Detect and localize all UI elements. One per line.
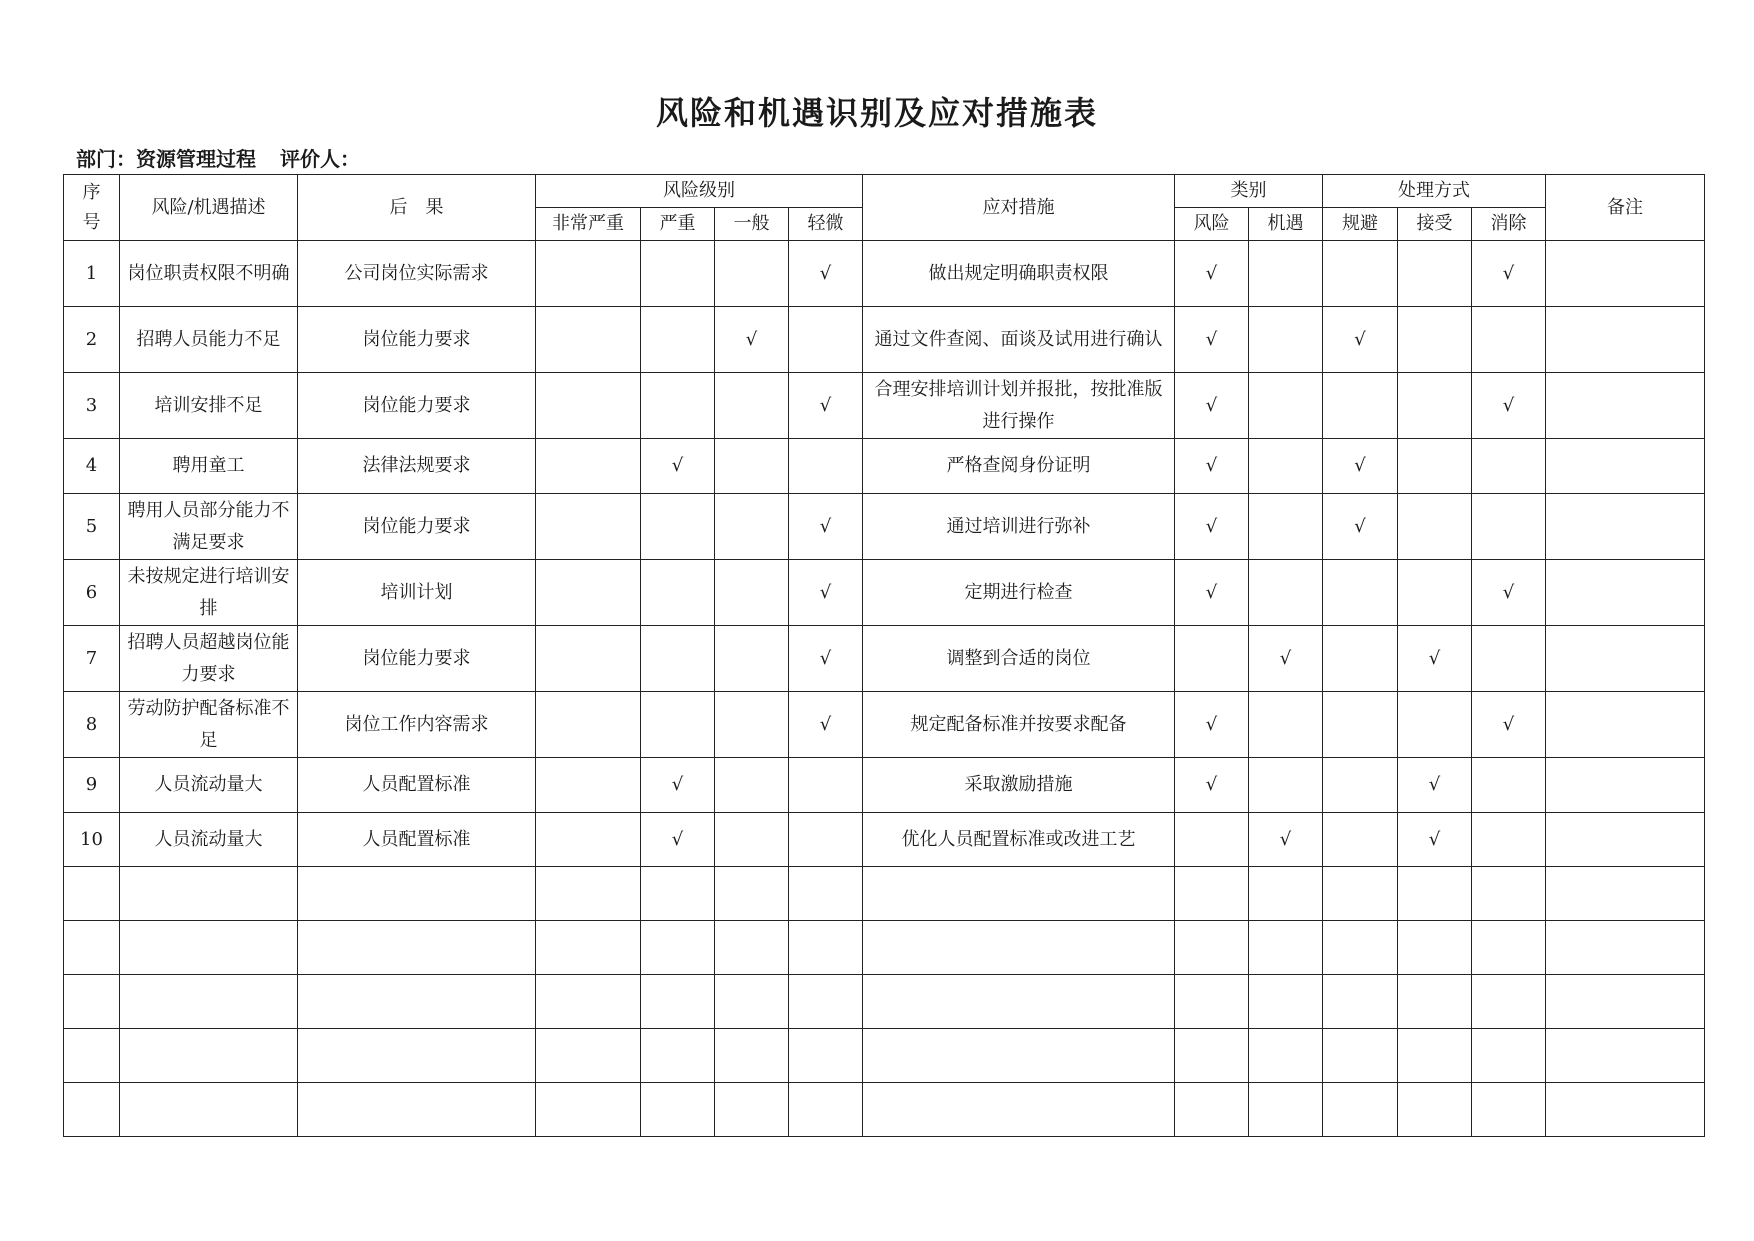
empty-cell [1175, 1029, 1249, 1083]
row-description: 招聘人员超越岗位能力要求 [120, 626, 298, 692]
row-description: 培训安排不足 [120, 373, 298, 439]
row-level-severe [641, 494, 715, 560]
check-mark-icon: √ [715, 307, 789, 373]
empty-cell [715, 867, 789, 921]
row-handling-accept [1398, 307, 1472, 373]
row-category-opportunity [1249, 307, 1323, 373]
row-description: 未按规定进行培训安排 [120, 560, 298, 626]
row-description: 人员流动量大 [120, 813, 298, 867]
row-handling-eliminate [1472, 439, 1546, 494]
empty-cell [298, 1083, 536, 1137]
empty-cell [1546, 975, 1705, 1029]
empty-cell [298, 975, 536, 1029]
empty-cell [1249, 867, 1323, 921]
empty-cell [536, 921, 641, 975]
table-row [64, 813, 1705, 867]
header-description: 风险/机遇描述 [120, 175, 298, 241]
row-description: 劳动防护配备标准不足 [120, 692, 298, 758]
empty-cell [789, 867, 863, 921]
table-row [64, 921, 1705, 975]
empty-cell [863, 1029, 1175, 1083]
empty-cell [641, 1029, 715, 1083]
check-mark-icon: √ [1323, 307, 1398, 373]
empty-cell [64, 1029, 120, 1083]
row-level-minor [789, 813, 863, 867]
empty-cell [863, 867, 1175, 921]
empty-cell [1175, 921, 1249, 975]
row-handling-avoid [1323, 241, 1398, 307]
row-category-risk [1175, 813, 1249, 867]
row-level-general [715, 560, 789, 626]
empty-cell [789, 921, 863, 975]
row-seq: 3 [64, 373, 120, 439]
empty-cell [120, 921, 298, 975]
empty-cell [789, 1083, 863, 1137]
row-level-very-severe [536, 494, 641, 560]
row-seq: 1 [64, 241, 120, 307]
row-level-minor [789, 439, 863, 494]
risk-table [63, 174, 1705, 1137]
row-level-general [715, 692, 789, 758]
header-handling-accept: 接受 [1398, 208, 1472, 241]
empty-cell [1398, 975, 1472, 1029]
row-description: 聘用童工 [120, 439, 298, 494]
empty-cell [1249, 1083, 1323, 1137]
row-measures: 通过培训进行弥补 [863, 494, 1175, 560]
empty-cell [863, 1083, 1175, 1137]
row-level-general [715, 813, 789, 867]
row-description: 人员流动量大 [120, 758, 298, 813]
empty-cell [1175, 975, 1249, 1029]
row-level-very-severe [536, 692, 641, 758]
row-handling-accept [1398, 439, 1472, 494]
table-row [64, 1029, 1705, 1083]
empty-cell [789, 1029, 863, 1083]
row-category-opportunity [1249, 373, 1323, 439]
row-level-very-severe [536, 439, 641, 494]
table-row [64, 494, 1705, 560]
table-row [64, 439, 1705, 494]
empty-cell [536, 975, 641, 1029]
check-mark-icon: √ [789, 373, 863, 439]
check-mark-icon: √ [641, 758, 715, 813]
empty-cell [1472, 867, 1546, 921]
row-handling-accept [1398, 373, 1472, 439]
empty-cell [1398, 1083, 1472, 1137]
table-row [64, 867, 1705, 921]
row-consequence: 人员配置标准 [298, 758, 536, 813]
empty-cell [641, 867, 715, 921]
row-remarks [1546, 560, 1705, 626]
row-level-very-severe [536, 373, 641, 439]
row-level-minor [789, 307, 863, 373]
row-level-severe [641, 626, 715, 692]
row-handling-eliminate [1472, 626, 1546, 692]
check-mark-icon: √ [1398, 758, 1472, 813]
row-level-general [715, 494, 789, 560]
empty-cell [1249, 921, 1323, 975]
empty-cell [120, 1029, 298, 1083]
table-row [64, 626, 1705, 692]
check-mark-icon: √ [789, 626, 863, 692]
row-measures: 采取激励措施 [863, 758, 1175, 813]
empty-cell [1175, 867, 1249, 921]
row-category-opportunity [1249, 692, 1323, 758]
row-handling-avoid [1323, 373, 1398, 439]
row-handling-eliminate [1472, 494, 1546, 560]
row-level-minor [789, 758, 863, 813]
row-level-very-severe [536, 626, 641, 692]
empty-cell [1472, 975, 1546, 1029]
empty-cell [1472, 921, 1546, 975]
header-level-general: 一般 [715, 208, 789, 241]
empty-cell [1546, 1029, 1705, 1083]
header-level-very-severe: 非常严重 [536, 208, 641, 241]
check-mark-icon: √ [1249, 626, 1323, 692]
check-mark-icon: √ [1472, 692, 1546, 758]
check-mark-icon: √ [1249, 813, 1323, 867]
row-seq: 9 [64, 758, 120, 813]
check-mark-icon: √ [1398, 626, 1472, 692]
row-measures: 优化人员配置标准或改进工艺 [863, 813, 1175, 867]
table-row [64, 758, 1705, 813]
empty-cell [641, 1083, 715, 1137]
check-mark-icon: √ [1472, 241, 1546, 307]
row-handling-eliminate [1472, 813, 1546, 867]
row-consequence: 培训计划 [298, 560, 536, 626]
row-consequence: 岗位能力要求 [298, 373, 536, 439]
empty-cell [64, 975, 120, 1029]
row-handling-accept [1398, 241, 1472, 307]
empty-cell [1323, 921, 1398, 975]
row-category-opportunity [1249, 241, 1323, 307]
row-seq: 5 [64, 494, 120, 560]
check-mark-icon: √ [1175, 307, 1249, 373]
row-measures: 合理安排培训计划并报批，按批准版进行操作 [863, 373, 1175, 439]
empty-cell [120, 1083, 298, 1137]
empty-cell [1546, 921, 1705, 975]
empty-cell [1175, 1083, 1249, 1137]
row-remarks [1546, 307, 1705, 373]
check-mark-icon: √ [1323, 439, 1398, 494]
check-mark-icon: √ [1398, 813, 1472, 867]
check-mark-icon: √ [1472, 373, 1546, 439]
empty-cell [715, 1083, 789, 1137]
row-remarks [1546, 241, 1705, 307]
row-seq: 4 [64, 439, 120, 494]
empty-cell [1472, 1083, 1546, 1137]
empty-cell [1546, 1083, 1705, 1137]
header-seq: 序号 [64, 175, 120, 241]
check-mark-icon: √ [641, 439, 715, 494]
empty-cell [298, 921, 536, 975]
check-mark-icon: √ [1175, 494, 1249, 560]
table-row [64, 1083, 1705, 1137]
empty-cell [64, 1083, 120, 1137]
empty-cell [1398, 867, 1472, 921]
row-level-very-severe [536, 813, 641, 867]
check-mark-icon: √ [1175, 692, 1249, 758]
row-consequence: 岗位能力要求 [298, 307, 536, 373]
empty-cell [641, 921, 715, 975]
table-row [64, 692, 1705, 758]
empty-cell [1398, 921, 1472, 975]
empty-cell [1249, 975, 1323, 1029]
empty-cell [1323, 975, 1398, 1029]
empty-cell [120, 867, 298, 921]
department-label: 部门：资源管理过程 [76, 147, 256, 171]
table-row [64, 975, 1705, 1029]
check-mark-icon: √ [789, 692, 863, 758]
row-remarks [1546, 626, 1705, 692]
empty-cell [641, 975, 715, 1029]
row-remarks [1546, 813, 1705, 867]
row-handling-eliminate [1472, 307, 1546, 373]
row-level-severe [641, 241, 715, 307]
row-seq: 2 [64, 307, 120, 373]
table-body [64, 241, 1705, 1137]
empty-cell [715, 1029, 789, 1083]
header-risk-level: 风险级别 [536, 175, 863, 208]
row-handling-avoid [1323, 626, 1398, 692]
row-handling-avoid [1323, 560, 1398, 626]
table-row [64, 560, 1705, 626]
row-level-very-severe [536, 307, 641, 373]
empty-cell [536, 1083, 641, 1137]
empty-cell [1323, 1029, 1398, 1083]
row-measures: 规定配备标准并按要求配备 [863, 692, 1175, 758]
row-level-general [715, 241, 789, 307]
row-category-opportunity [1249, 439, 1323, 494]
empty-cell [1546, 867, 1705, 921]
row-measures: 通过文件查阅、面谈及试用进行确认 [863, 307, 1175, 373]
row-remarks [1546, 373, 1705, 439]
row-handling-avoid [1323, 758, 1398, 813]
check-mark-icon: √ [1175, 758, 1249, 813]
empty-cell [120, 975, 298, 1029]
row-category-opportunity [1249, 560, 1323, 626]
form-meta [76, 143, 360, 172]
row-level-general [715, 439, 789, 494]
header-handling-eliminate: 消除 [1472, 208, 1546, 241]
header-category-opportunity: 机遇 [1249, 208, 1323, 241]
row-handling-avoid [1323, 813, 1398, 867]
empty-cell [1249, 1029, 1323, 1083]
empty-cell [298, 867, 536, 921]
row-level-very-severe [536, 241, 641, 307]
row-level-general [715, 373, 789, 439]
row-handling-accept [1398, 692, 1472, 758]
header-handling: 处理方式 [1323, 175, 1546, 208]
check-mark-icon: √ [789, 241, 863, 307]
row-handling-accept [1398, 560, 1472, 626]
empty-cell [536, 867, 641, 921]
row-level-severe [641, 560, 715, 626]
check-mark-icon: √ [1472, 560, 1546, 626]
table-row [64, 241, 1705, 307]
header-category: 类别 [1175, 175, 1323, 208]
row-handling-eliminate [1472, 758, 1546, 813]
row-category-risk [1175, 626, 1249, 692]
row-measures: 做出规定明确职责权限 [863, 241, 1175, 307]
row-seq: 10 [64, 813, 120, 867]
row-measures: 调整到合适的岗位 [863, 626, 1175, 692]
empty-cell [298, 1029, 536, 1083]
check-mark-icon: √ [1175, 373, 1249, 439]
row-description: 招聘人员能力不足 [120, 307, 298, 373]
check-mark-icon: √ [1175, 560, 1249, 626]
header-handling-avoid: 规避 [1323, 208, 1398, 241]
header-category-risk: 风险 [1175, 208, 1249, 241]
row-consequence: 岗位能力要求 [298, 626, 536, 692]
row-level-severe [641, 307, 715, 373]
check-mark-icon: √ [1175, 241, 1249, 307]
check-mark-icon: √ [1175, 439, 1249, 494]
row-level-general [715, 758, 789, 813]
empty-cell [863, 921, 1175, 975]
row-remarks [1546, 692, 1705, 758]
empty-cell [715, 921, 789, 975]
row-seq: 6 [64, 560, 120, 626]
row-level-severe [641, 373, 715, 439]
page-title: 风险和机遇识别及应对措施表 [655, 94, 1098, 132]
check-mark-icon: √ [1323, 494, 1398, 560]
empty-cell [789, 975, 863, 1029]
row-description: 岗位职责权限不明确 [120, 241, 298, 307]
row-level-very-severe [536, 560, 641, 626]
row-handling-accept [1398, 494, 1472, 560]
empty-cell [536, 1029, 641, 1083]
evaluator-label: 评价人： [280, 147, 360, 171]
header-level-severe: 严重 [641, 208, 715, 241]
row-description: 聘用人员部分能力不满足要求 [120, 494, 298, 560]
empty-cell [1323, 867, 1398, 921]
row-seq: 7 [64, 626, 120, 692]
header-consequence: 后 果 [298, 175, 536, 241]
row-level-very-severe [536, 758, 641, 813]
row-category-opportunity [1249, 494, 1323, 560]
row-level-general [715, 626, 789, 692]
row-consequence: 岗位能力要求 [298, 494, 536, 560]
header-remarks: 备注 [1546, 175, 1705, 241]
row-consequence: 公司岗位实际需求 [298, 241, 536, 307]
empty-cell [715, 975, 789, 1029]
check-mark-icon: √ [789, 494, 863, 560]
row-level-severe [641, 692, 715, 758]
row-consequence: 岗位工作内容需求 [298, 692, 536, 758]
row-seq: 8 [64, 692, 120, 758]
check-mark-icon: √ [789, 560, 863, 626]
empty-cell [1323, 1083, 1398, 1137]
empty-cell [64, 921, 120, 975]
empty-cell [1398, 1029, 1472, 1083]
row-remarks [1546, 494, 1705, 560]
header-measures: 应对措施 [863, 175, 1175, 241]
row-category-opportunity [1249, 758, 1323, 813]
empty-cell [1472, 1029, 1546, 1083]
row-consequence: 人员配置标准 [298, 813, 536, 867]
header-level-minor: 轻微 [789, 208, 863, 241]
table-row [64, 373, 1705, 439]
check-mark-icon: √ [641, 813, 715, 867]
row-remarks [1546, 439, 1705, 494]
row-measures: 严格查阅身份证明 [863, 439, 1175, 494]
row-consequence: 法律法规要求 [298, 439, 536, 494]
empty-cell [863, 975, 1175, 1029]
empty-cell [64, 867, 120, 921]
row-remarks [1546, 758, 1705, 813]
table-row [64, 307, 1705, 373]
row-measures: 定期进行检查 [863, 560, 1175, 626]
row-handling-avoid [1323, 692, 1398, 758]
